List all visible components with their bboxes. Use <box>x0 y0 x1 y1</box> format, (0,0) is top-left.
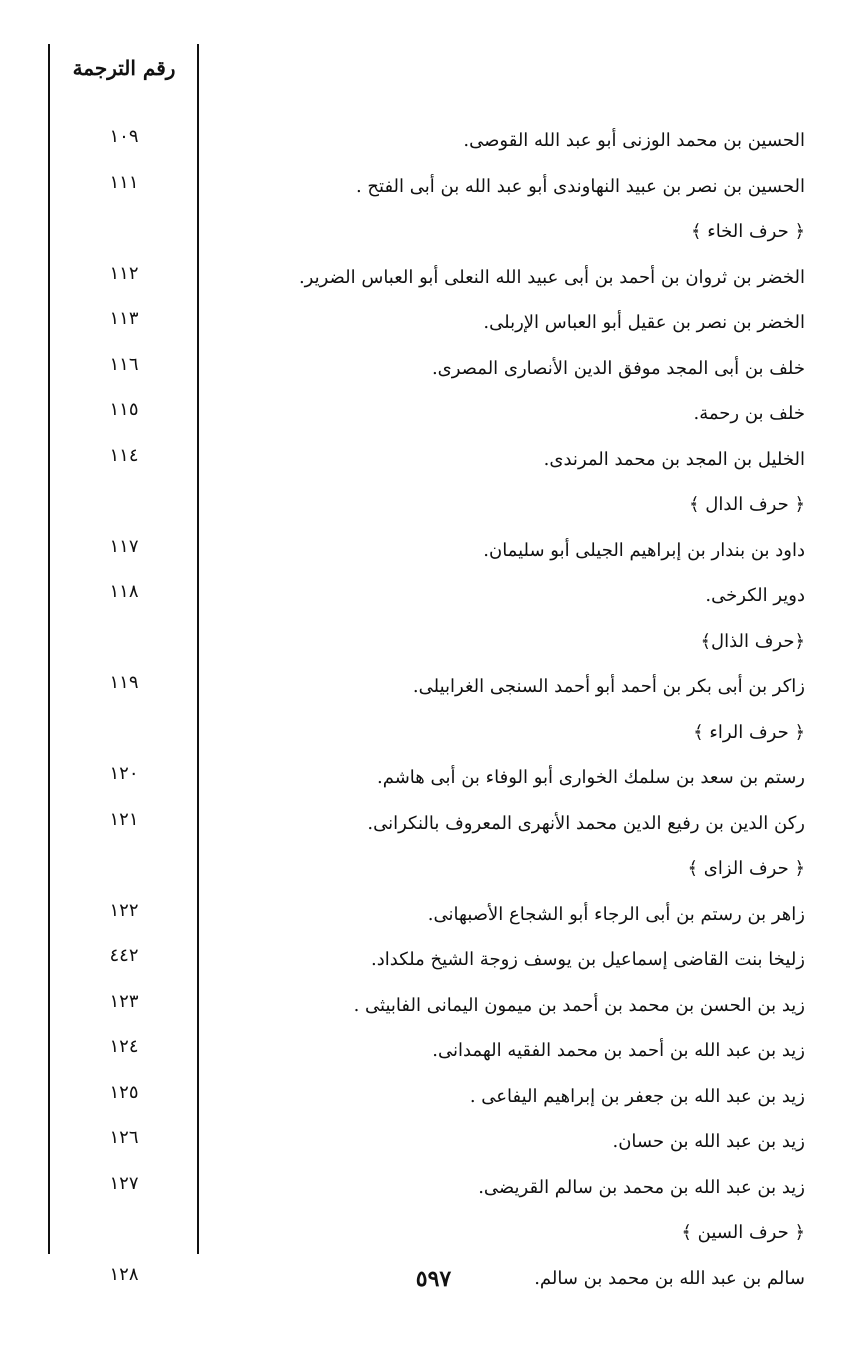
section-heading <box>0 1212 867 1258</box>
entry-title: دوير الكرخى. <box>705 585 805 606</box>
entry-title: ﴿ حرف السين ﴾ <box>681 1222 805 1243</box>
index-entry <box>0 939 867 985</box>
entry-title: الحسين بن محمد الوزنى أبو عبد الله القوصى. <box>463 130 805 151</box>
entry-title: زيد بن عبد الله بن حسان. <box>612 1131 805 1152</box>
section-heading <box>0 712 867 758</box>
index-entry <box>0 530 867 576</box>
index-entry <box>0 257 867 303</box>
entry-title: زيد بن الحسن بن محمد بن أحمد بن ميمون اليمانى الفابيثى . <box>353 994 805 1016</box>
index-entry <box>0 803 867 849</box>
index-entry <box>0 757 867 803</box>
entry-number: ١٢٧ <box>109 1172 139 1194</box>
entry-number: ١٢٦ <box>109 1127 139 1148</box>
entry-number: ١١٥ <box>109 399 139 420</box>
entry-title: ركن الدين بن رفيع الدين محمد الأنهرى المعروف بالنكرانى. <box>367 812 805 834</box>
entry-title: الخليل بن المجد بن محمد المرندى. <box>543 448 805 470</box>
index-entry <box>0 1076 867 1122</box>
index-entry <box>0 1121 867 1167</box>
entry-number: ١٠٩ <box>109 126 139 147</box>
entry-title: داود بن بندار بن إبراهيم الجيلى أبو سليمان. <box>483 539 805 561</box>
entry-number: ١٢٣ <box>109 990 139 1012</box>
entry-number: ١١٦ <box>109 353 139 375</box>
entry-number: ١٢٤ <box>109 1036 139 1057</box>
index-entry <box>0 120 867 166</box>
entry-number: ١١٢ <box>109 262 139 284</box>
entry-title: ﴿ حرف الراء ﴾ <box>693 721 805 743</box>
index-entry <box>0 166 867 212</box>
entry-number: ١١٣ <box>109 308 139 329</box>
index-entry <box>0 894 867 940</box>
index-entry <box>0 985 867 1031</box>
entry-title: زاهر بن رستم بن أبى الرجاء أبو الشجاع الأصبهانى. <box>427 903 805 925</box>
index-entry <box>0 666 867 712</box>
index-entry <box>0 302 867 348</box>
entry-title: سالم بن عبد الله بن محمد بن سالم. <box>534 1267 805 1289</box>
index-entry <box>0 1167 867 1213</box>
entry-number: ١٢١ <box>109 808 139 830</box>
index-entries-list <box>0 120 867 1303</box>
index-entry <box>0 348 867 394</box>
entry-number: ١٢٥ <box>109 1081 139 1103</box>
entry-number: ١١٧ <box>109 535 139 557</box>
index-entry <box>0 575 867 621</box>
entry-title: خلف بن أبى المجد موفق الدين الأنصارى المصرى. <box>431 357 805 379</box>
index-entry <box>0 393 867 439</box>
entry-title: زيد بن عبد الله بن محمد بن سالم القريضى. <box>478 1176 805 1198</box>
section-heading <box>0 484 867 530</box>
entry-number: ١١٤ <box>109 444 139 466</box>
entry-number-column-header: رقم الترجمة <box>72 56 176 80</box>
entry-title: الخضر بن ثروان بن أحمد بن أبى عبيد الله النعلى أبو العباس الضرير. <box>298 266 805 288</box>
section-heading <box>0 211 867 257</box>
entry-title: رستم بن سعد بن سلمك الخوارى أبو الوفاء بن أبى هاشم. <box>377 767 805 788</box>
entry-title: ﴿ حرف الزاى ﴾ <box>687 858 805 879</box>
entry-title: زيد بن عبد الله بن أحمد بن محمد الفقيه الهمدانى. <box>432 1040 805 1061</box>
entry-number: ١١١ <box>109 171 139 193</box>
entry-title: الحسين بن نصر بن عبيد النهاوندى أبو عبد الله بن أبى الفتح . <box>355 175 805 197</box>
index-entry <box>0 439 867 485</box>
entry-title: ﴿حرف الذال﴾ <box>700 630 805 652</box>
section-heading <box>0 848 867 894</box>
entry-number: ١٢٠ <box>109 763 139 784</box>
entry-number: ١٢٢ <box>109 899 139 921</box>
section-heading <box>0 621 867 667</box>
entry-number: ١١٩ <box>109 672 139 693</box>
index-entry <box>0 1030 867 1076</box>
entry-title: زاكر بن أبى بكر بن أحمد أبو أحمد السنجى الغرابيلى. <box>412 676 805 697</box>
entry-title: الخضر بن نصر بن عقيل أبو العباس الإربلى. <box>483 312 805 333</box>
page-number: ٥٩٧ <box>415 1266 452 1292</box>
entry-title: زيد بن عبد الله بن جعفر بن إبراهيم اليفاعى . <box>469 1085 805 1107</box>
entry-number: ١٢٨ <box>109 1263 139 1285</box>
entry-title: زليخا بنت القاضى إسماعيل بن يوسف زوجة الشيخ ملكداد. <box>371 949 805 970</box>
entry-title: ﴿ حرف الخاء ﴾ <box>690 221 805 242</box>
entry-title: ﴿ حرف الدال ﴾ <box>689 494 805 515</box>
entry-number: ٤٤٢ <box>109 945 139 966</box>
entry-number: ١١٨ <box>109 581 139 602</box>
entry-title: خلف بن رحمة. <box>693 403 805 424</box>
